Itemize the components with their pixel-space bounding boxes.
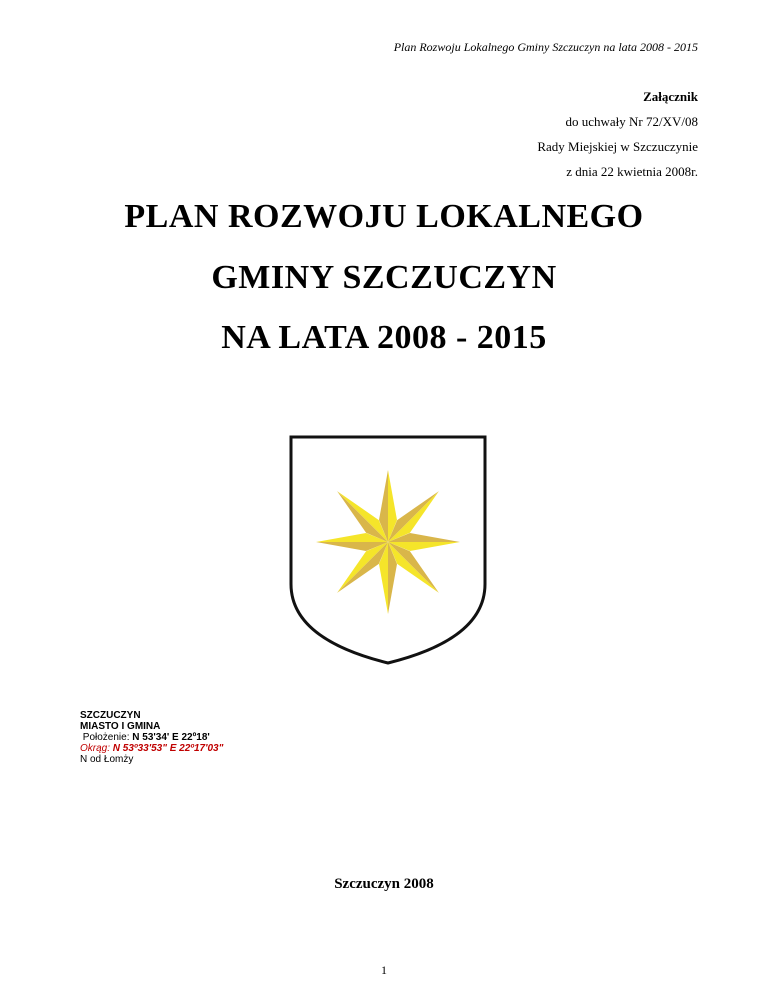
attachment-note xyxy=(537,84,698,184)
attachment-line-2: Rady Miejskiej w Szczuczynie xyxy=(537,139,698,154)
attachment-label: Załącznik xyxy=(643,89,698,104)
place-and-date: Szczuczyn 2008 xyxy=(334,876,434,892)
info-type: MIASTO I GMINA xyxy=(80,721,161,732)
info-position-value: N 53'34' E 22º18' xyxy=(132,732,210,743)
attachment-line-1: do uchwały Nr 72/XV/08 xyxy=(565,114,698,129)
page-number: 1 xyxy=(381,963,387,977)
municipality-info xyxy=(80,710,223,765)
info-position-label: Położenie: xyxy=(82,732,130,743)
info-name: SZCZUCZYN xyxy=(80,710,141,721)
attachment-line-3: z dnia 22 kwietnia 2008r. xyxy=(566,164,698,179)
coat-of-arms-star-icon xyxy=(288,434,488,666)
info-circle-label: Okrąg: xyxy=(80,743,111,754)
info-direction: N od Łomży xyxy=(80,754,134,765)
running-header: Plan Rozwoju Lokalnego Gminy Szczuczyn na lata 2008 - 2015 xyxy=(393,40,698,54)
document-title-line-3: NA LATA 2008 - 2015 xyxy=(221,319,547,356)
info-circle-value: N 53º33'53" E 22º17'03" xyxy=(112,743,224,754)
info-circle xyxy=(80,743,223,754)
info-position xyxy=(80,732,223,743)
document-title-line-1: PLAN ROZWOJU LOKALNEGO xyxy=(124,198,644,235)
document-title-line-2: GMINY SZCZUCZYN xyxy=(211,259,557,296)
